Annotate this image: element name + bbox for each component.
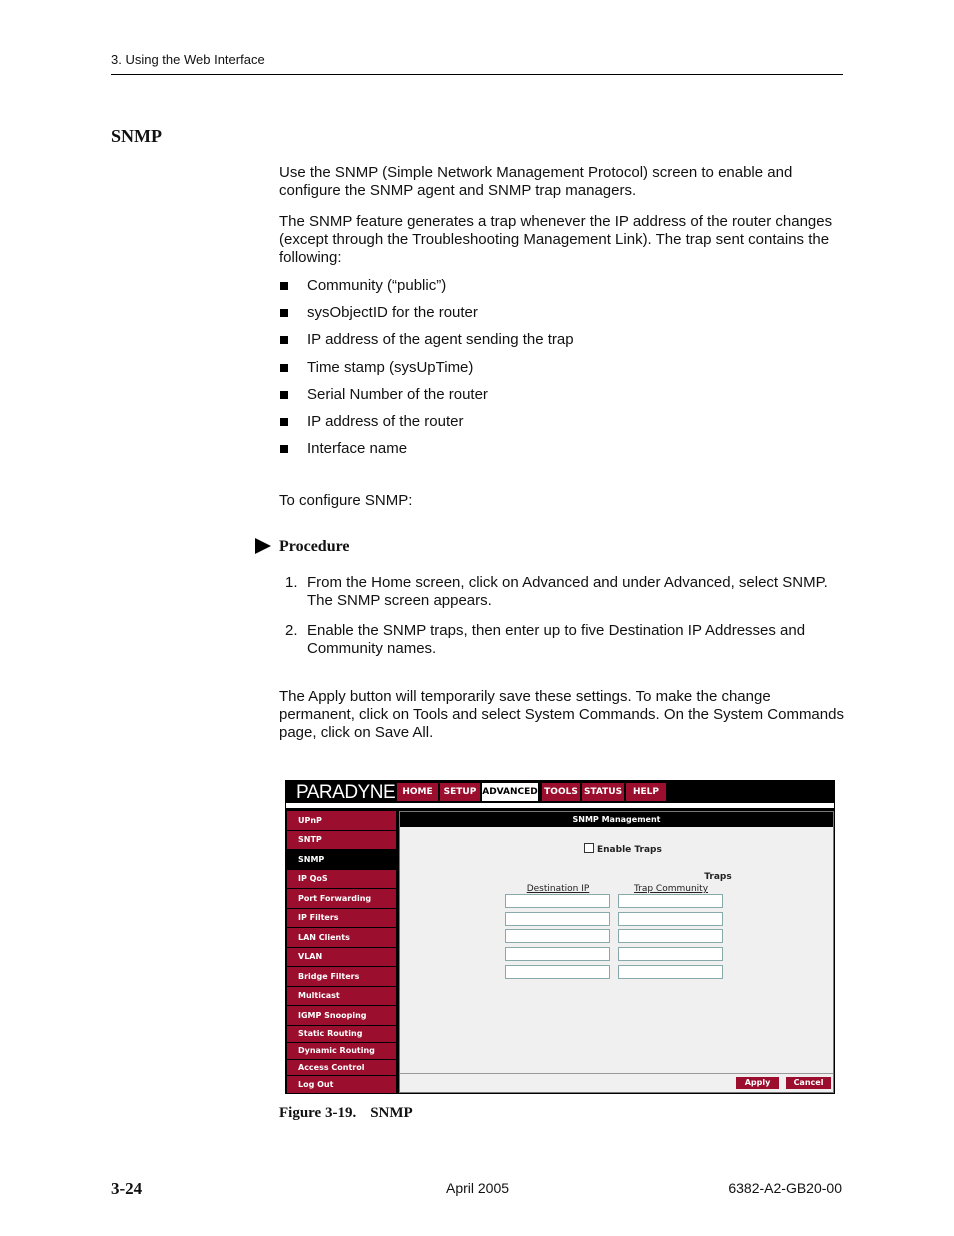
destination-ip-input[interactable] bbox=[505, 929, 610, 943]
footer-doc-id: 6382-A2-GB20-00 bbox=[728, 1180, 842, 1196]
panel-title: SNMP Management bbox=[400, 812, 833, 827]
tab-home[interactable]: HOME bbox=[397, 783, 438, 801]
bullet-square-icon bbox=[280, 418, 288, 426]
trap-community-input[interactable] bbox=[618, 894, 723, 908]
list-item: Interface name bbox=[279, 440, 844, 467]
sidebar-item-log-out[interactable]: Log Out bbox=[287, 1076, 396, 1093]
sidebar-item-static-routing[interactable]: Static Routing bbox=[287, 1026, 396, 1042]
sidebar-item-upnp[interactable]: UPnP bbox=[287, 811, 396, 830]
snmp-panel bbox=[399, 811, 834, 1093]
trap-community-input[interactable] bbox=[618, 912, 723, 926]
destination-ip-input[interactable] bbox=[505, 965, 610, 979]
sidebar-item-ip-filters[interactable]: IP Filters bbox=[287, 909, 396, 927]
sidebar-item-dynamic-routing[interactable]: Dynamic Routing bbox=[287, 1043, 396, 1059]
section-title: SNMP bbox=[111, 126, 162, 146]
trap-contents-list bbox=[279, 277, 844, 467]
sidebar-item-bridge-filters[interactable]: Bridge Filters bbox=[287, 967, 396, 986]
tab-setup[interactable]: SETUP bbox=[440, 783, 480, 801]
bullet-square-icon bbox=[280, 282, 288, 290]
footer-date: April 2005 bbox=[446, 1180, 510, 1196]
cancel-button[interactable]: Cancel bbox=[786, 1077, 831, 1089]
bullet-square-icon bbox=[280, 309, 288, 317]
destination-ip-header: Destination IP bbox=[526, 884, 590, 894]
sidebar-item-snmp[interactable]: SNMP bbox=[287, 850, 396, 869]
list-item: Time stamp (sysUpTime) bbox=[279, 359, 844, 386]
destination-ip-input[interactable] bbox=[505, 912, 610, 926]
step-text: From the Home screen, click on Advanced and under Advanced, select SNMP. The SNMP screen appears. bbox=[307, 574, 828, 609]
header-rule bbox=[111, 74, 843, 75]
sidebar-item-ip-qos[interactable]: IP QoS bbox=[287, 870, 396, 888]
sidebar-item-sntp[interactable]: SNTP bbox=[287, 831, 396, 849]
sidebar-item-access-control[interactable]: Access Control bbox=[287, 1060, 396, 1075]
destination-ip-input[interactable] bbox=[505, 894, 610, 908]
traps-label: Traps bbox=[704, 872, 732, 882]
destination-ip-input[interactable] bbox=[505, 947, 610, 961]
step-number: 1. bbox=[285, 574, 298, 591]
tab-tools[interactable]: TOOLS bbox=[542, 783, 580, 801]
sidebar-item-vlan[interactable]: VLAN bbox=[287, 948, 396, 966]
intro-paragraph: Use the SNMP (Simple Network Management Protocol) screen to enable and configure the SNMP agent and SNMP trap managers. bbox=[279, 164, 793, 199]
sidebar-item-lan-clients[interactable]: LAN Clients bbox=[287, 928, 396, 947]
apply-note: The Apply button will temporarily save these settings. To make the change permanent, click on Tools and select System Commands. On the System Commands page, click on Save All. bbox=[279, 688, 844, 741]
trap-community-input[interactable] bbox=[618, 929, 723, 943]
enable-traps-label: Enable Traps bbox=[597, 845, 662, 855]
enable-traps-row[interactable] bbox=[584, 843, 662, 855]
sidebar-item-igmp-snooping[interactable]: IGMP Snooping bbox=[287, 1006, 396, 1025]
arrow-right-icon bbox=[255, 538, 271, 554]
list-item: IP address of the agent sending the trap bbox=[279, 331, 844, 358]
trap-community-input[interactable] bbox=[618, 965, 723, 979]
step-number: 2. bbox=[285, 622, 298, 639]
bullet-square-icon bbox=[280, 336, 288, 344]
tab-help[interactable]: HELP bbox=[626, 783, 666, 801]
running-header: 3. Using the Web Interface bbox=[111, 52, 265, 67]
tab-status[interactable]: STATUS bbox=[582, 783, 624, 801]
procedure-heading: Procedure bbox=[255, 538, 350, 556]
list-item: sysObjectID for the router bbox=[279, 304, 844, 331]
bullet-square-icon bbox=[280, 445, 288, 453]
apply-button[interactable]: Apply bbox=[736, 1077, 779, 1089]
configure-lead: To configure SNMP: bbox=[279, 492, 413, 509]
sidebar-item-port-forwarding[interactable]: Port Forwarding bbox=[287, 889, 396, 908]
enable-traps-checkbox[interactable] bbox=[584, 843, 594, 853]
sidebar-item-multicast[interactable]: Multicast bbox=[287, 987, 396, 1005]
panel-divider bbox=[400, 1073, 833, 1074]
step-text: Enable the SNMP traps, then enter up to five Destination IP Addresses and Community names. bbox=[307, 622, 806, 657]
trap-description: The SNMP feature generates a trap whenever the IP address of the router changes (except through the Troubleshooting Management Link). The trap sent contains the following: bbox=[279, 213, 833, 266]
page-number: 3-24 bbox=[111, 1179, 143, 1198]
header-divider bbox=[286, 803, 834, 808]
list-item: IP address of the router bbox=[279, 413, 844, 440]
bullet-square-icon bbox=[280, 364, 288, 372]
trap-community-input[interactable] bbox=[618, 947, 723, 961]
snmp-screenshot bbox=[285, 780, 835, 1094]
figure-title: SNMP bbox=[370, 1105, 413, 1121]
bullet-square-icon bbox=[280, 391, 288, 399]
list-item: Serial Number of the router bbox=[279, 386, 844, 413]
figure-caption bbox=[279, 1105, 413, 1122]
figure-number: Figure 3-19. bbox=[279, 1105, 357, 1121]
trap-community-header: Trap Community bbox=[633, 884, 709, 894]
tab-advanced[interactable]: ADVANCED bbox=[482, 783, 538, 801]
paradyne-logo: PARADYNE bbox=[296, 782, 396, 803]
list-item: Community (“public”) bbox=[279, 277, 844, 304]
